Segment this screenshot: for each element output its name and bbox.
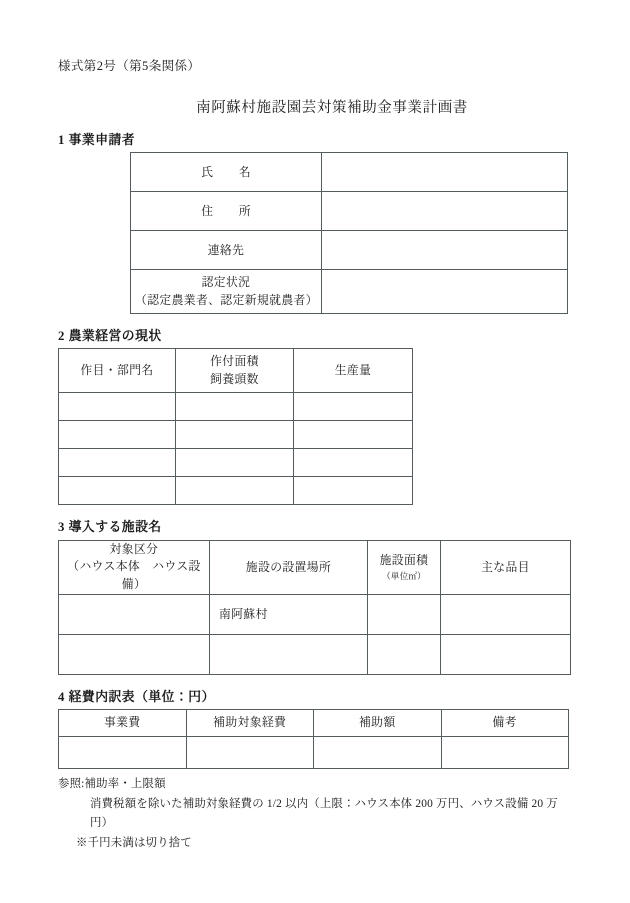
farm-cell[interactable] xyxy=(59,393,176,421)
table-row xyxy=(131,231,568,270)
facility-area-line1: 施設面積 xyxy=(379,552,429,567)
applicant-address-value[interactable] xyxy=(322,192,568,231)
applicant-name-label: 氏 名 xyxy=(131,153,322,192)
applicant-contact-label: 連絡先 xyxy=(131,231,322,270)
facility-cell-items[interactable] xyxy=(441,594,571,634)
section-2-heading: 2 農業経営の現状 xyxy=(58,329,162,344)
target-category-line2: （ハウス本体 ハウス設備） xyxy=(67,559,201,591)
table-header-row xyxy=(59,540,571,594)
col-header-eligible-cost: 補助対象経費 xyxy=(186,709,314,736)
facility-table xyxy=(58,540,571,675)
certification-label-line2: （認定農業者、認定新規就農者） xyxy=(135,292,318,307)
expense-cell-eligible-cost[interactable] xyxy=(186,736,314,768)
table-row xyxy=(59,634,571,674)
applicant-address-label: 住 所 xyxy=(131,192,322,231)
applicant-name-value[interactable] xyxy=(322,153,568,192)
footnote-subsidy-rate: 消費税額を除いた補助対象経費の 1/2 以内（上限：ハウス本体 200 万円、ハウス設備 20 万円） xyxy=(90,797,558,830)
col-header-target-category xyxy=(59,540,210,594)
farm-cell[interactable] xyxy=(59,421,176,449)
table-row xyxy=(131,153,568,192)
facility-cell-area[interactable] xyxy=(368,594,441,634)
expense-cell-remarks[interactable] xyxy=(441,736,569,768)
table-row xyxy=(59,449,413,477)
col-header-crop-name: 作目・部門名 xyxy=(59,349,176,393)
farm-cell[interactable] xyxy=(176,477,294,505)
target-category-line1: 対象区分 xyxy=(109,541,159,556)
col-header-area-line1: 作付面積 xyxy=(210,354,259,369)
expense-cell-subsidy-amount[interactable] xyxy=(314,736,442,768)
farm-cell[interactable] xyxy=(59,477,176,505)
farm-cell[interactable] xyxy=(59,449,176,477)
farm-cell[interactable] xyxy=(294,449,413,477)
expense-cell-project-cost[interactable] xyxy=(59,736,187,768)
col-header-subsidy-amount: 補助額 xyxy=(314,709,442,736)
facility-cell-area[interactable] xyxy=(368,634,441,674)
facility-cell-items[interactable] xyxy=(441,634,571,674)
col-header-main-items: 主な品目 xyxy=(441,540,571,594)
farm-cell[interactable] xyxy=(176,449,294,477)
table-row xyxy=(59,421,413,449)
table-row xyxy=(131,192,568,231)
farm-cell[interactable] xyxy=(176,393,294,421)
section-4-heading: 4 経費内訳表（単位：円） xyxy=(58,689,215,704)
section-1-heading: 1 事業申請者 xyxy=(58,132,136,147)
footnote-reference-title: 参照:補助率・上限額 xyxy=(58,777,166,790)
farm-cell[interactable] xyxy=(294,477,413,505)
applicant-contact-value[interactable] xyxy=(322,231,568,270)
table-row xyxy=(131,270,568,314)
applicant-table xyxy=(130,152,568,314)
document-title: 南阿蘇村施設園芸対策補助金事業計画書 xyxy=(196,99,468,116)
farm-cell[interactable] xyxy=(176,421,294,449)
farm-status-table xyxy=(58,348,413,505)
applicant-certification-label xyxy=(131,270,322,314)
col-header-area-heads xyxy=(176,349,294,393)
certification-label-line1: 認定状況 xyxy=(201,274,251,289)
col-header-project-cost: 事業費 xyxy=(59,709,187,736)
facility-cell-category[interactable] xyxy=(59,634,210,674)
col-header-facility-area xyxy=(368,540,441,594)
table-header-row xyxy=(59,349,413,393)
table-row xyxy=(59,477,413,505)
farm-cell[interactable] xyxy=(294,421,413,449)
table-header-row xyxy=(59,709,569,736)
expense-table xyxy=(58,709,569,769)
table-row xyxy=(59,594,571,634)
facility-area-unit: （単位㎡） xyxy=(382,570,426,581)
facility-cell-category[interactable] xyxy=(59,594,210,634)
col-header-remarks: 備考 xyxy=(441,709,569,736)
farm-cell[interactable] xyxy=(294,393,413,421)
section-3-heading: 3 導入する施設名 xyxy=(58,520,162,535)
facility-cell-location[interactable] xyxy=(210,634,368,674)
col-header-production: 生産量 xyxy=(294,349,413,393)
col-header-install-location: 施設の設置場所 xyxy=(210,540,368,594)
applicant-certification-value[interactable] xyxy=(322,270,568,314)
facility-cell-location[interactable]: 南阿蘇村 xyxy=(210,594,368,634)
table-row xyxy=(59,393,413,421)
footnote-rounding-rule: ※千円未満は切り捨て xyxy=(76,836,192,849)
col-header-area-line2: 飼養頭数 xyxy=(210,371,259,386)
table-row xyxy=(59,736,569,768)
footnotes xyxy=(58,775,572,853)
form-code: 様式第2号（第5条関係） xyxy=(58,59,201,73)
